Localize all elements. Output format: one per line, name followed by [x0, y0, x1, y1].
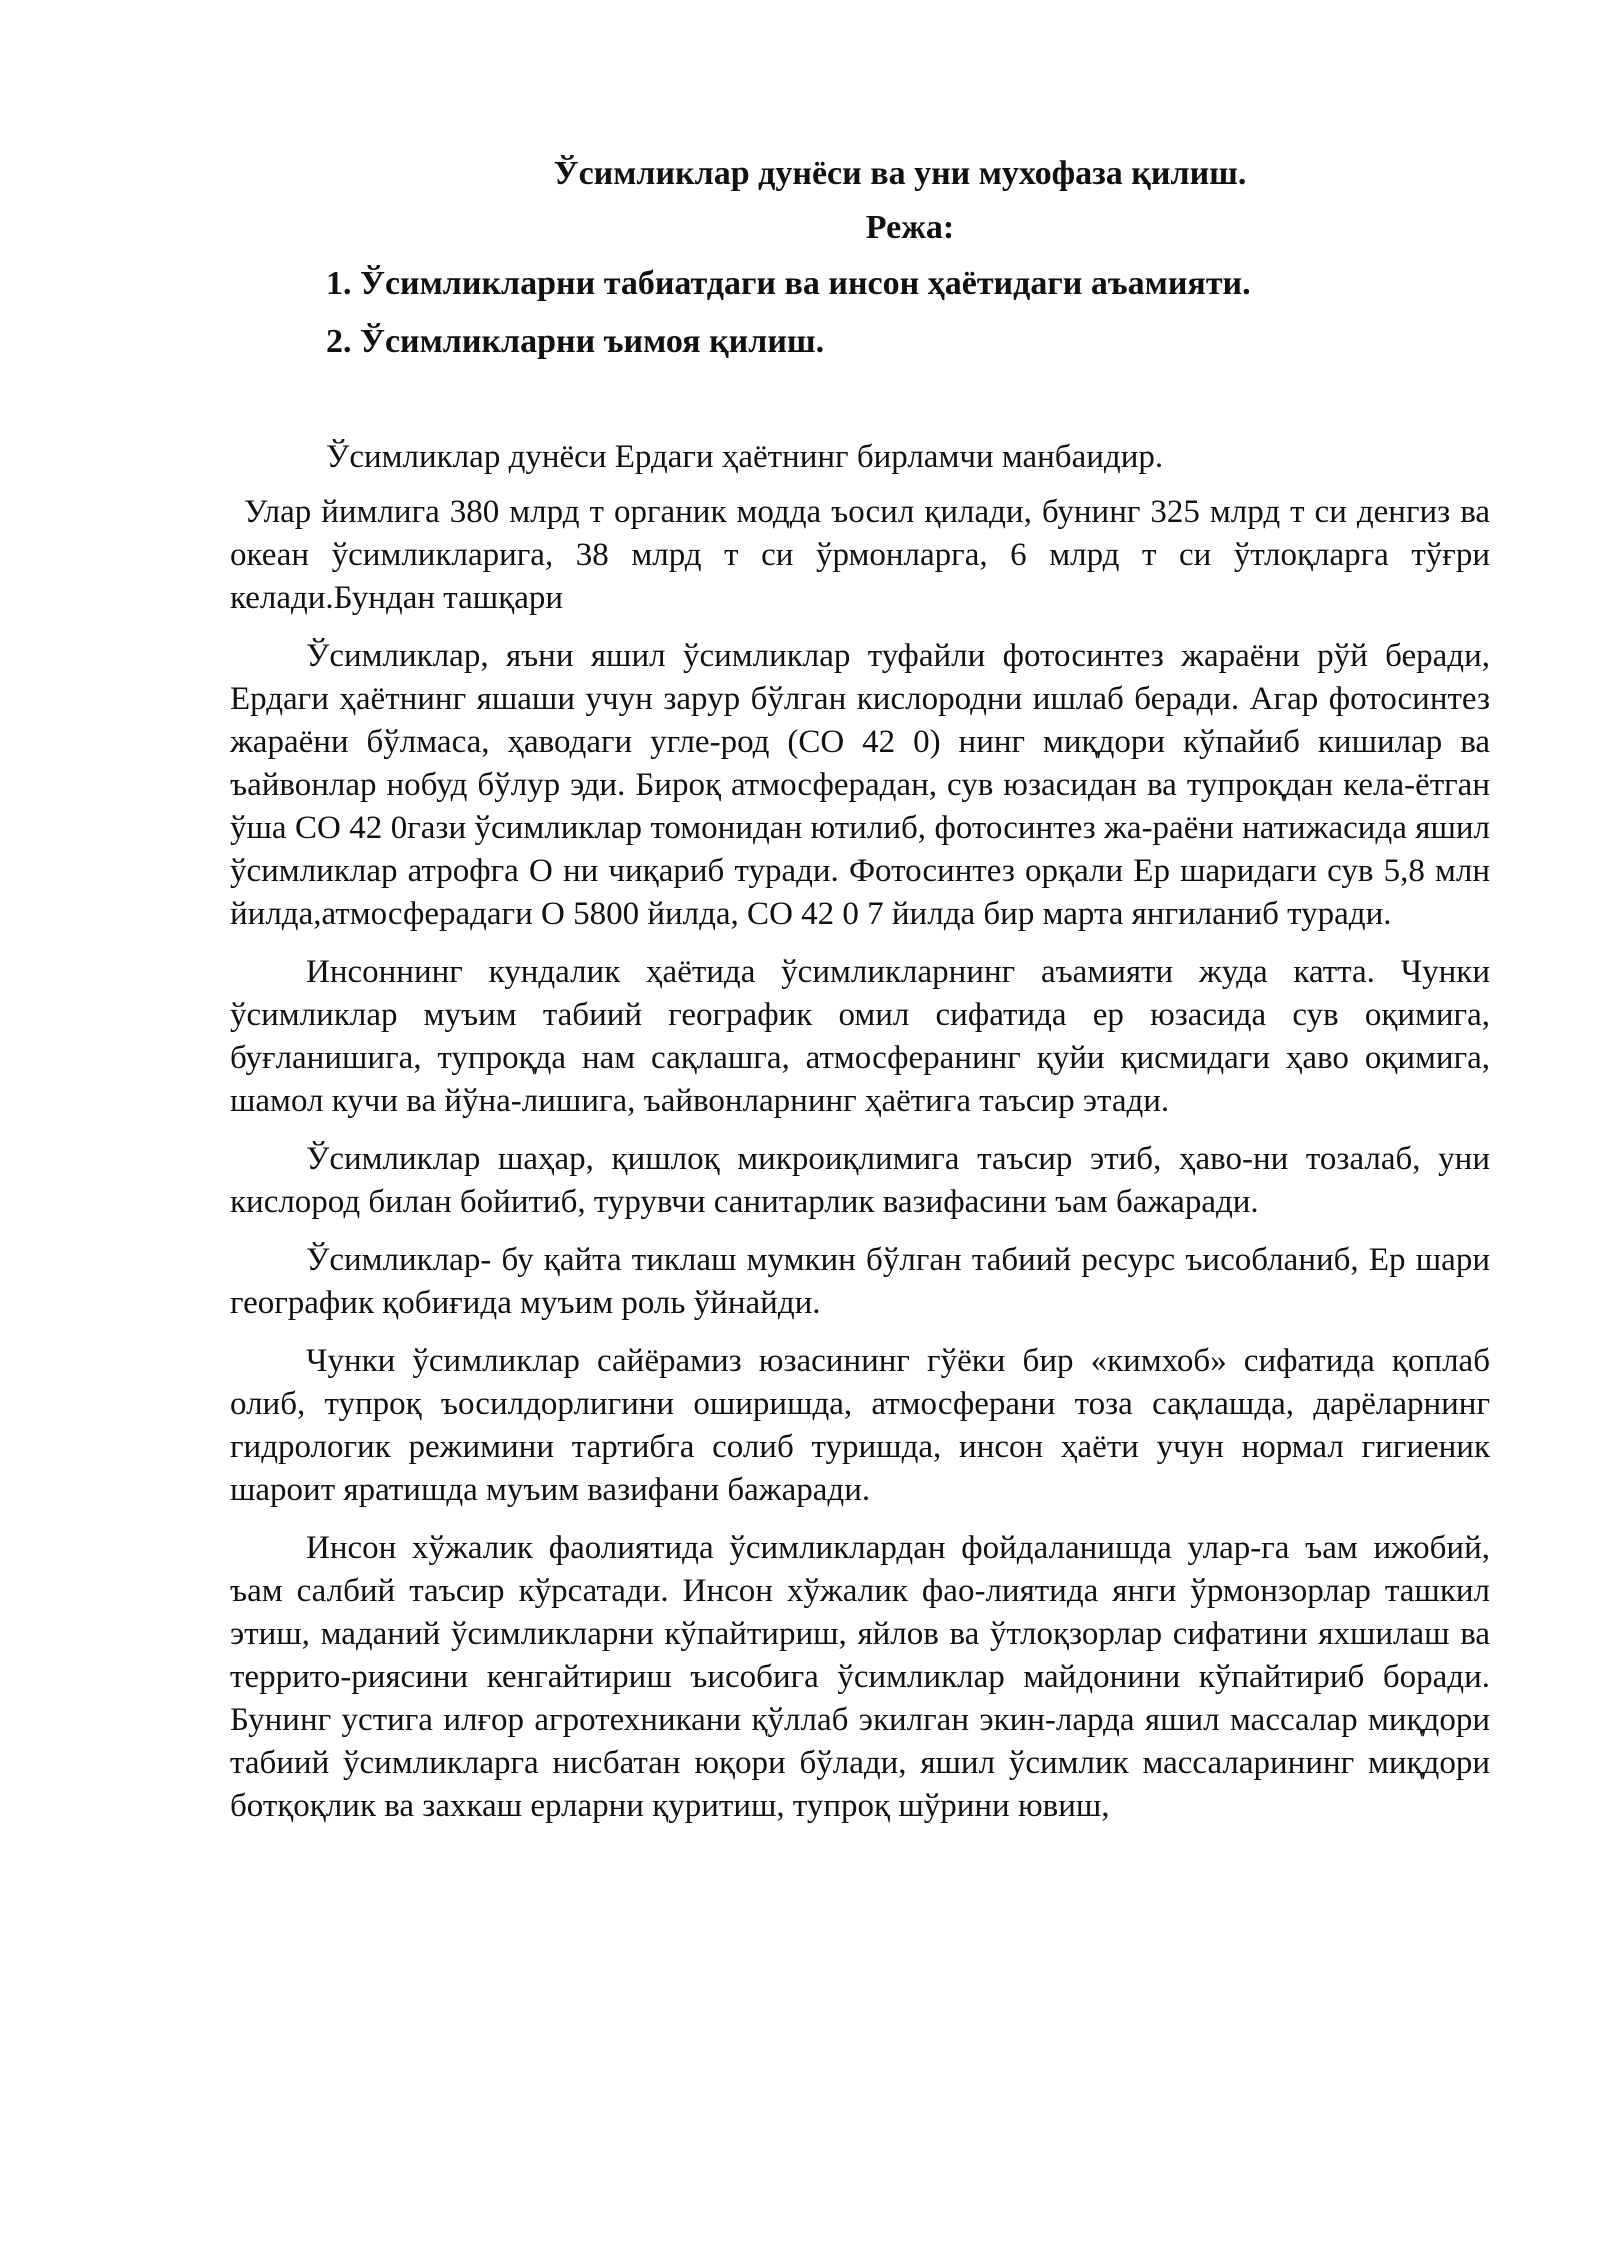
paragraph: Инсоннинг кундалик ҳаётида ўсимликларнинг аъамияти жуда катта. Чунки ўсимликлар муъим табиий географик омил сифатида ер юзасида сув оқимига, буғланишига, тупроқда нам сақлашга, атмосферанинг қуйи қисмидаги ҳаво оқимига, шамол кучи ва йўна-лишига, ъайвонларнинг ҳаётига таъсир этади.: [230, 954, 1490, 1119]
plan-heading: Режа:: [865, 209, 955, 246]
paragraph: Чунки ўсимликлар сайёрамиз юзасининг гўёки бир «кимхоб» сифатида қоплаб олиб, тупроқ ъосилдорлигини оширишда, атмосферани тоза сақлашда, дарёларнинг гидрологик режимини тартибга солиб туришда, инсон ҳаёти учун нормал гигиеник шароит яратишда муъим вазифани бажаради.: [230, 1343, 1490, 1508]
plan-list: [326, 262, 1251, 378]
plan-item: 1. Ўсимликларни табиатдаги ва инсон ҳаётидаги аъамияти.: [326, 265, 1251, 302]
document-title: Ўсимликлар дунёси ва уни мухофаза қилиш.: [553, 155, 1247, 192]
paragraph: Инсон хўжалик фаолиятида ўсимликлардан фойдаланишда улар-га ъам ижобий, ъам салбий таъсир кўрсатади. Инсон хўжалик фао-лиятида янги ўрмонзорлар ташкил этиш, маданий ўсимликларни кўпайтириш, яйлов ва ўтлоқзорлар сифатини яхшилаш ва террито-риясини кенгайтириш ъисобига ўсимликлар майдонини кўпайтириб боради. Бунинг устига илғор агротехникани қўллаб экилган экин-ларда яшил массалар миқдори табиий ўсимликларга нисбатан юқори бўлади, яшил ўсимлик массаларининг миқдори ботқоқлик ва захкаш ерларни қуритиш, тупроқ шўрини ювиш,: [230, 1530, 1490, 1824]
plan-item: 2. Ўсимликларни ъимоя қилиш.: [326, 323, 825, 360]
paragraph: Ўсимликлар шаҳар, қишлоқ микроиқлимига таъсир этиб, ҳаво-ни тозалаб, уни кислород билан бойитиб, турувчи санитарлик вазифасини ъам бажаради.: [230, 1141, 1490, 1220]
paragraph: Ўсимликлар, яъни яшил ўсимликлар туфайли фотосинтез жараёни рўй беради, Ердаги ҳаётнинг яшаши учун зарур бўлган кислородни ишлаб беради. Агар фотосинтез жараёни бўлмаса, ҳаводаги угле-род (СО 42 0) нинг миқдори кўпайиб кишилар ва ъайвонлар нобуд бўлур эди. Бироқ атмосферадан, сув юзасидан ва тупроқдан кела-ётган ўша СО 42 0гази ўсимликлар томонидан ютилиб, фотосинтез жа-раёни натижасида яшил ўсимликлар атрофга О ни чиқариб туради. Фотосинтез орқали Ер шаридаги сув 5,8 млн йилда,атмосферадаги О 5800 йилда, СО 42 0 7 йилда бир марта янгиланиб туради.: [230, 638, 1490, 932]
paragraph: Улар йимлига 380 млрд т органик модда ъосил қилади, бунинг 325 млрд т си денгиз ва океан ўсимликларига, 38 млрд т си ўрмонларга, 6 млрд т си ўтлоқларга тўғри келади.Бундан ташқари: [230, 494, 1490, 616]
body-text: [230, 436, 1490, 1843]
paragraph: Ўсимликлар- бу қайта тиклаш мумкин бўлган табиий ресурс ъисобланиб, Ер шари географик қобиғида муъим роль ўйнайди.: [230, 1242, 1490, 1321]
lead-sentence: Ўсимликлар дунёси Ердаги ҳаётнинг бирламчи манбаидир.: [326, 439, 1164, 475]
